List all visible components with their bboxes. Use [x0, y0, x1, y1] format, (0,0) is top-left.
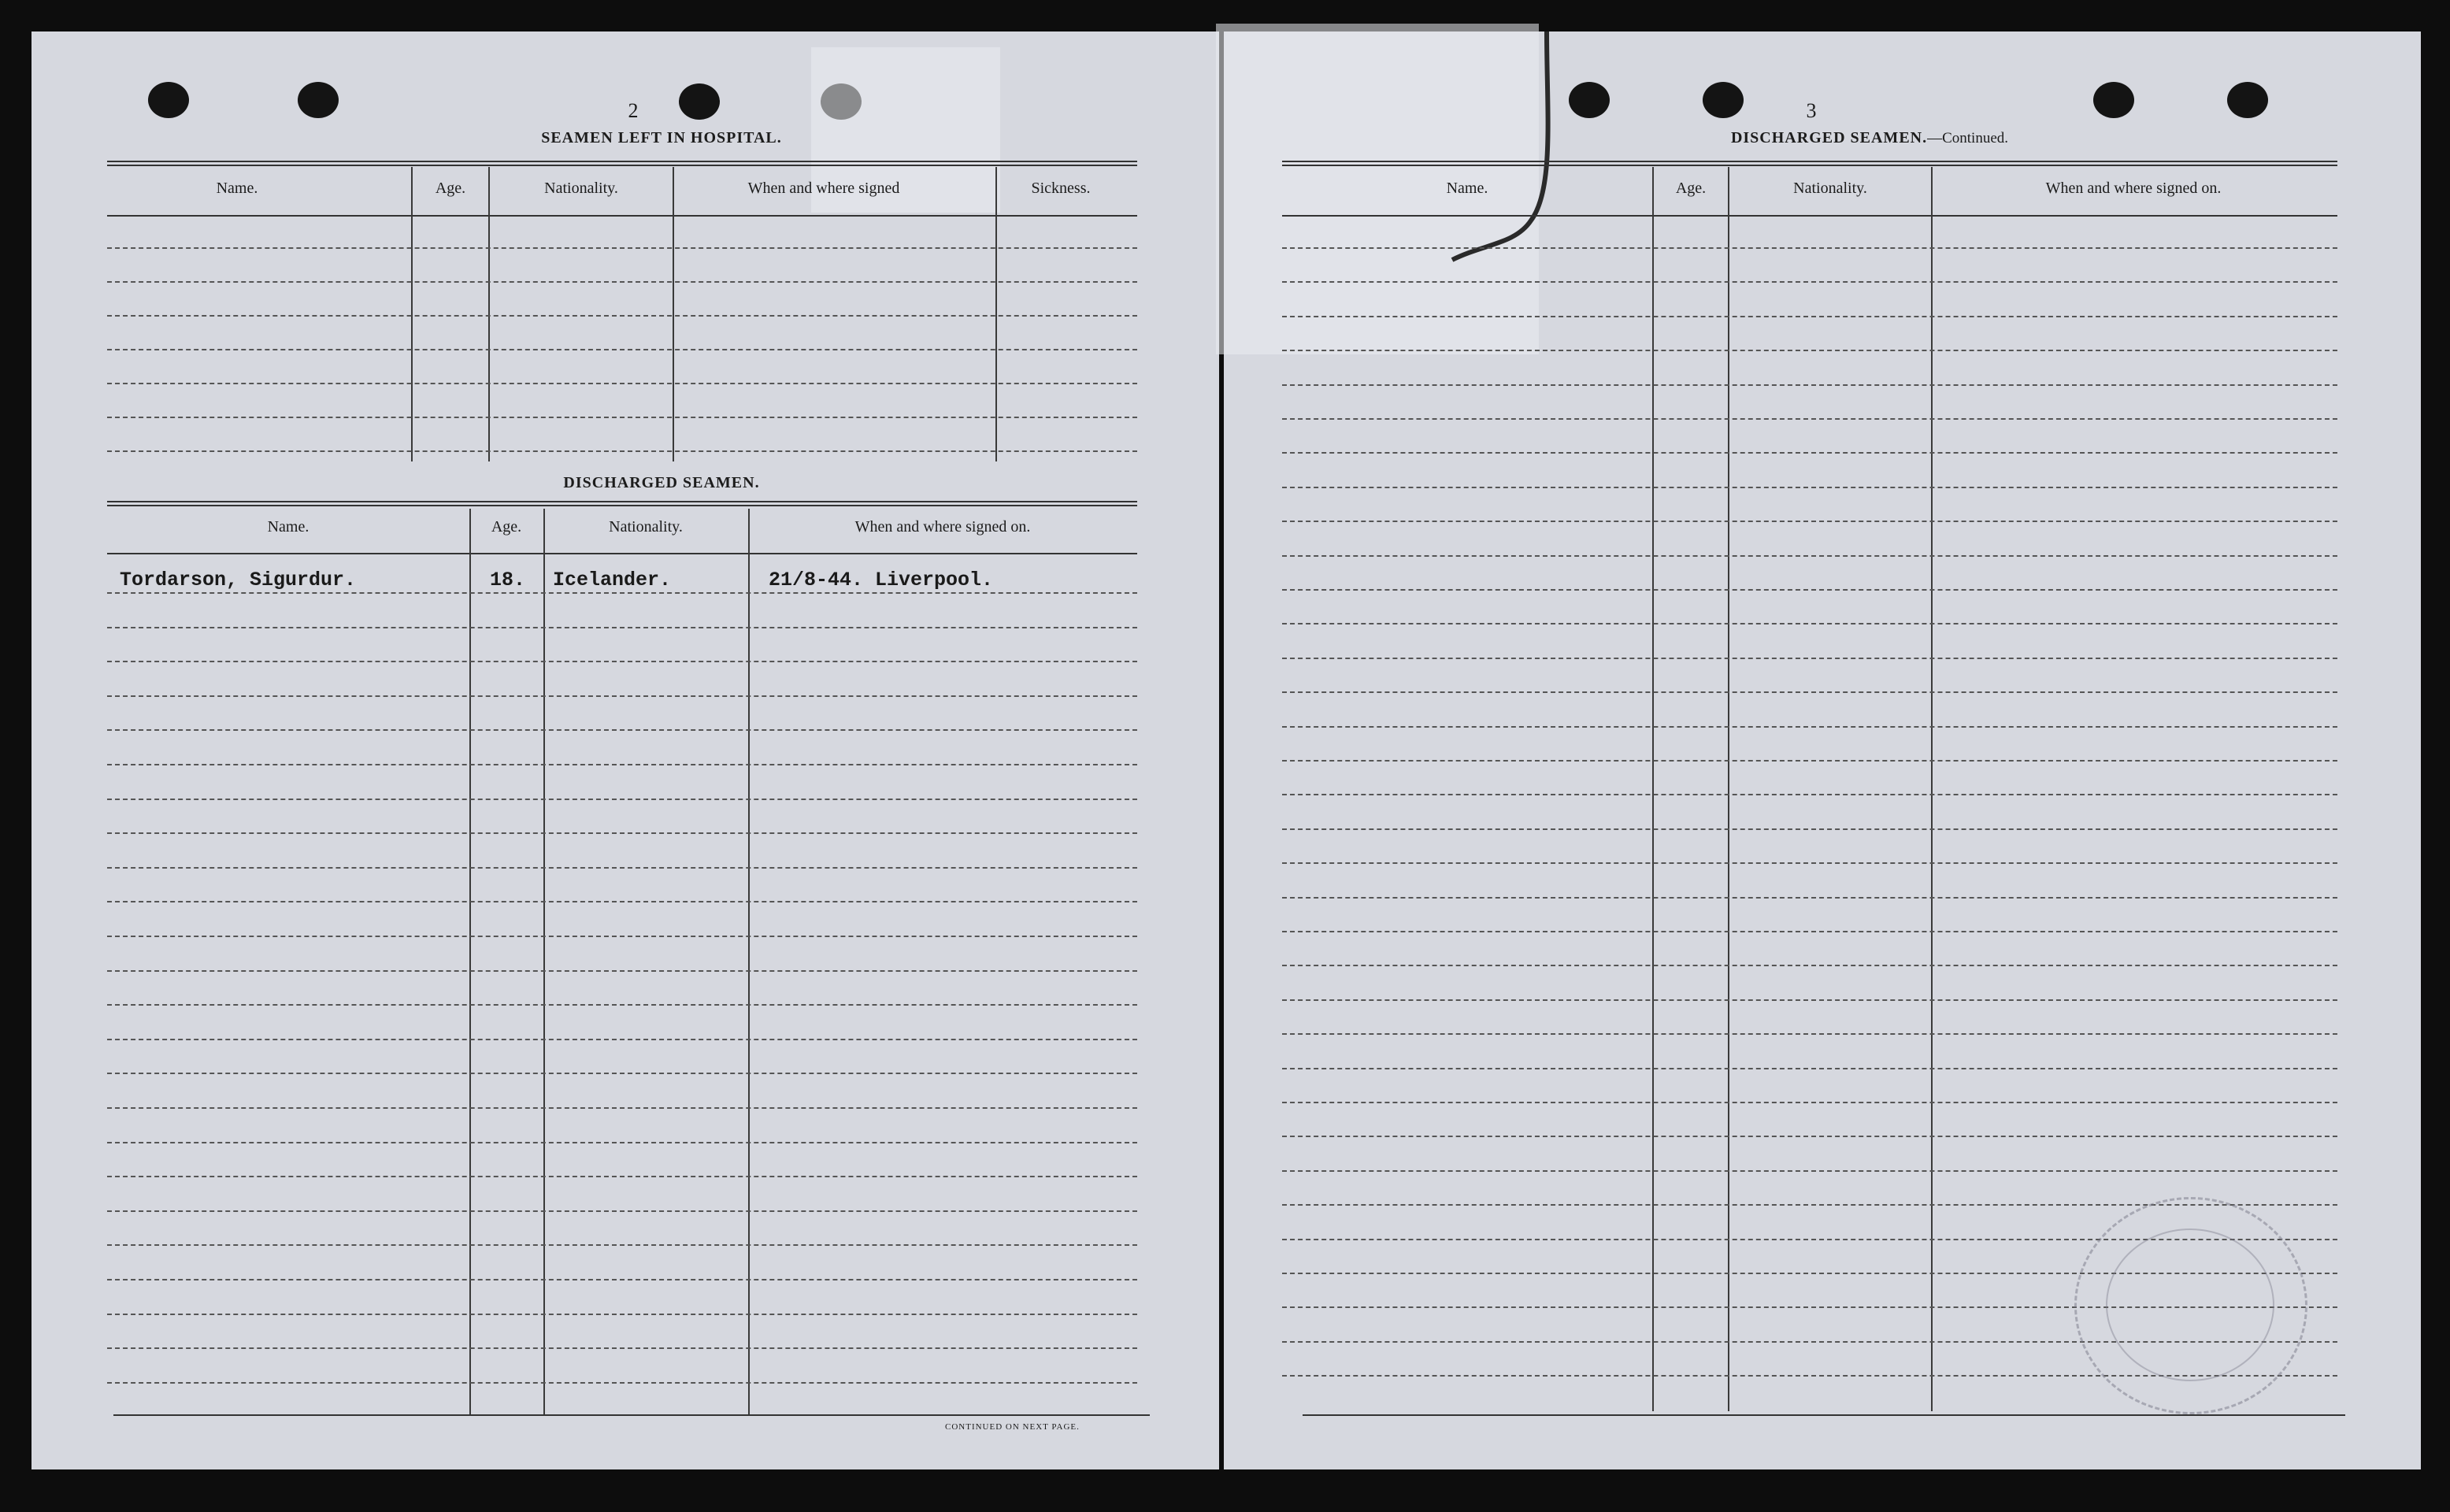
row-rule	[107, 1039, 1137, 1040]
row-rule	[107, 729, 1137, 731]
row-rule	[1282, 1136, 2337, 1137]
row-rule	[107, 1142, 1137, 1143]
section-title-suffix: —Continued.	[1927, 130, 2009, 146]
page-number: 3	[1806, 99, 1817, 122]
continued-footer: CONTINUED ON NEXT PAGE.	[945, 1422, 1080, 1432]
row-rule	[107, 315, 1137, 317]
seaman-name: Tordarson, Sigurdur.	[120, 569, 357, 591]
col-header-when-where: When and where signed on.	[854, 518, 1031, 536]
column-divider	[1652, 167, 1654, 1411]
hospital-section-title: SEAMEN LEFT IN HOSPITAL.	[541, 129, 782, 146]
row-rule	[107, 1279, 1137, 1280]
row-rule	[107, 450, 1137, 452]
row-rule	[107, 1004, 1137, 1006]
hospital-top-rule	[107, 161, 1137, 166]
row-rule	[107, 1314, 1137, 1315]
row-rule	[1282, 418, 2337, 420]
row-rule	[1282, 965, 2337, 966]
right-page	[1224, 32, 2421, 1469]
punch-hole	[298, 82, 339, 118]
row-rule	[1282, 691, 2337, 693]
row-rule	[1282, 555, 2337, 557]
row-rule	[1282, 658, 2337, 659]
row-rule	[107, 383, 1137, 384]
col-header-age: Age.	[491, 518, 522, 536]
ribbon-mark	[1436, 32, 1594, 268]
row-rule	[107, 1107, 1137, 1109]
punch-hole	[679, 83, 720, 120]
column-divider	[1931, 167, 1933, 1411]
row-rule	[1282, 247, 2337, 249]
receipt-stamp	[2106, 1228, 2274, 1381]
row-rule	[1282, 794, 2337, 795]
col-header-nationality: Nationality.	[609, 518, 683, 536]
row-rule	[107, 799, 1137, 800]
row-rule	[107, 661, 1137, 662]
row-rule	[107, 901, 1137, 902]
row-rule	[107, 764, 1137, 765]
row-rule	[107, 867, 1137, 869]
row-rule	[107, 627, 1137, 628]
discharged-continued-title	[1555, 129, 2185, 147]
row-rule	[1282, 828, 2337, 830]
row-rule	[1282, 1068, 2337, 1069]
punch-hole	[148, 82, 189, 118]
col-header-name: Name.	[1446, 180, 1488, 197]
row-rule	[107, 1176, 1137, 1177]
row-rule	[107, 247, 1137, 249]
row-rule	[1282, 760, 2337, 762]
punch-hole	[2227, 82, 2268, 118]
col-header-name: Name.	[216, 180, 258, 197]
col-header-nationality: Nationality.	[1793, 180, 1867, 197]
row-rule	[1282, 350, 2337, 351]
row-rule	[1282, 1102, 2337, 1103]
left-page	[32, 32, 1219, 1469]
punch-hole	[2093, 82, 2134, 118]
row-rule	[1282, 281, 2337, 283]
row-rule	[1282, 862, 2337, 864]
header-rule	[1282, 215, 2337, 217]
row-rule	[107, 281, 1137, 283]
row-rule	[1282, 623, 2337, 624]
row-rule	[107, 832, 1137, 834]
col-header-when-where: When and where signed	[747, 180, 900, 197]
row-rule	[1282, 1170, 2337, 1172]
row-rule	[1282, 316, 2337, 317]
discharged-section-title: DISCHARGED SEAMEN.	[563, 474, 760, 491]
row-rule	[107, 592, 1137, 594]
seaman-age: 18.	[490, 569, 526, 591]
discharged-top-rule	[107, 501, 1137, 506]
row-rule	[1282, 487, 2337, 488]
page-number: 2	[628, 99, 639, 122]
col-header-sickness: Sickness.	[1031, 180, 1091, 197]
col-header-age: Age.	[1675, 180, 1707, 197]
row-rule	[1282, 452, 2337, 454]
discharged-header-rule	[107, 553, 1137, 554]
row-rule	[1282, 999, 2337, 1001]
bottom-rule	[1303, 1414, 2345, 1416]
row-rule	[107, 936, 1137, 937]
row-rule	[107, 1347, 1137, 1349]
row-rule	[1282, 521, 2337, 522]
col-header-nationality: Nationality.	[544, 180, 618, 197]
row-rule	[1282, 931, 2337, 932]
top-rule	[1282, 161, 2337, 166]
row-rule	[107, 349, 1137, 350]
bottom-rule	[113, 1414, 1150, 1416]
section-title-main: DISCHARGED SEAMEN.	[1730, 129, 1928, 146]
seaman-nationality: Icelander.	[553, 569, 672, 591]
row-rule	[1282, 1033, 2337, 1035]
col-header-name: Name.	[267, 518, 309, 536]
row-rule	[107, 1244, 1137, 1246]
punch-hole	[1703, 82, 1744, 118]
row-rule	[107, 417, 1137, 418]
row-rule	[1282, 384, 2337, 386]
row-rule	[107, 1382, 1137, 1384]
row-rule	[107, 970, 1137, 972]
row-rule	[107, 1210, 1137, 1212]
row-rule	[1282, 726, 2337, 728]
column-divider	[1728, 167, 1729, 1411]
seaman-signed-on: 21/8-44. Liverpool.	[769, 569, 994, 591]
row-rule	[1282, 897, 2337, 899]
row-rule	[107, 1073, 1137, 1074]
hospital-header-rule	[107, 215, 1137, 217]
row-rule	[1282, 589, 2337, 591]
col-header-when-where: When and where signed on.	[2045, 180, 2222, 197]
col-header-age: Age.	[435, 180, 466, 197]
row-rule	[107, 695, 1137, 697]
